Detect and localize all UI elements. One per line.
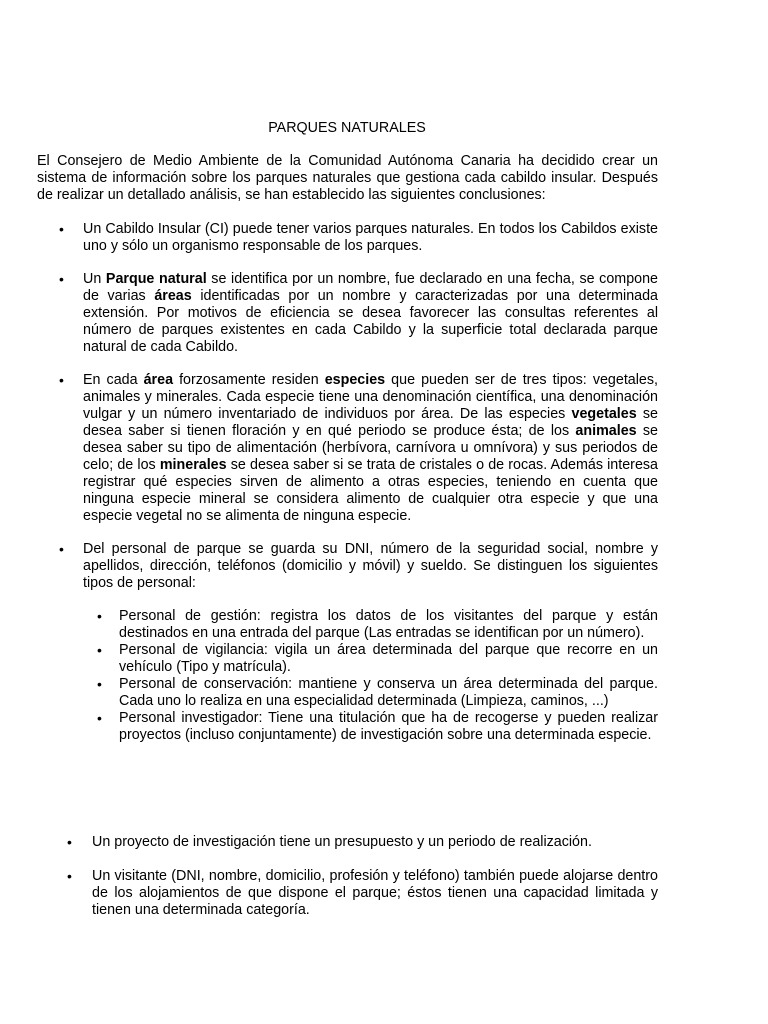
bullet-personal bbox=[37, 541, 658, 744]
subitem-gestion bbox=[83, 608, 658, 642]
keyword-areas: áreas bbox=[154, 288, 192, 304]
text-fragment: se identifica por un nombre, fue declarado en una fecha, se compone de varias bbox=[83, 271, 658, 304]
keyword-area: área bbox=[143, 372, 174, 388]
text-fragment: que pueden ser de tres tipos: vegetales, animales y minerales. Cada especie tiene una denominación científica, una denominación vulgar y un número inventariado de individuos por área. De las especies bbox=[83, 372, 658, 422]
bullet-dot-icon: • bbox=[67, 834, 72, 850]
bullet-text: Un proyecto de investigación tiene un presupuesto y un periodo de realización. bbox=[92, 834, 592, 850]
text-fragment: forzosamente residen bbox=[173, 372, 325, 388]
text-fragment: se desea saber si tienen floración y en qué periodo se produce ésta; de los bbox=[83, 406, 658, 439]
subitem-text: Personal investigador: Tiene una titulación que ha de recogerse y pueden realizar proyectos (incluso conjuntamente) de investigación sobre una determinada especie. bbox=[119, 710, 658, 743]
bullet-dot-icon: • bbox=[67, 868, 72, 884]
bullet-text: Un visitante (DNI, nombre, domicilio, profesión y teléfono) también puede alojarse dentro de los alojamientos de que dispone el parque; éstos tienen una capacidad limitada y tienen una determinada categoría. bbox=[92, 868, 658, 918]
subitem-text: Personal de vigilancia: vigila un área determinada del parque que recorre en un vehículo (Tipo y matrícula). bbox=[119, 642, 658, 675]
bullet-dot-icon: • bbox=[97, 642, 102, 658]
document-title: PARQUES NATURALES bbox=[268, 120, 426, 136]
keyword-animales: animales bbox=[575, 423, 637, 439]
main-bullet-list bbox=[37, 221, 658, 752]
text-fragment: identificadas por un nombre y caracterizadas por una determinada extensión. Por motivos de eficiencia se desea favorecer las consultas referentes al número de parques existentes en cada Cabildo y la superficie total declarada parque natural de cada Cabildo. bbox=[83, 288, 659, 355]
final-bullet-list bbox=[37, 834, 658, 919]
keyword-especies: especies bbox=[324, 372, 386, 388]
bullet-cabildo bbox=[37, 221, 658, 255]
subitem-investigador bbox=[83, 710, 658, 744]
bullet-dot-icon: • bbox=[59, 372, 64, 388]
bullet-proyecto bbox=[37, 834, 658, 851]
bullet-dot-icon: • bbox=[59, 221, 64, 237]
subitem-text: Personal de conservación: mantiene y conserva un área determinada del parque. Cada uno lo realiza en una especialidad determinada (Limpieza, caminos, ...) bbox=[119, 676, 658, 709]
keyword-vegetales: vegetales bbox=[571, 406, 637, 422]
bullet-text: Del personal de parque se guarda su DNI, número de la seguridad social, nombre y apellidos, dirección, teléfonos (domicilio y móvil) y sueldo. Se distinguen los siguientes tipos de personal: bbox=[83, 541, 658, 591]
bullet-dot-icon: • bbox=[97, 710, 102, 726]
bullet-especies bbox=[37, 372, 658, 525]
subitem-text: Personal de gestión: registra los datos de los visitantes del parque y están destinados en una entrada del parque (Las entradas se identifican por un número). bbox=[119, 608, 658, 641]
text-fragment: En cada bbox=[83, 372, 144, 388]
text-fragment: Un bbox=[83, 271, 106, 287]
text-fragment: se desea saber su tipo de alimentación (herbívora, carnívora u omnívora) y sus periodos de celo; de los bbox=[83, 423, 658, 473]
bullet-parque-natural bbox=[37, 271, 658, 356]
text-fragment: se desea saber si se trata de cristales o de rocas. Además interesa registrar qué especies sirven de alimento a otras especies, teniendo en cuenta que ninguna especie mineral se considera alimento de cualquier otra especie y que una especie vegetal no se alimenta de ninguna especie. bbox=[83, 457, 658, 524]
bullet-dot-icon: • bbox=[97, 608, 102, 624]
intro-paragraph: El Consejero de Medio Ambiente de la Comunidad Autónoma Canaria ha decidido crear un sistema de información sobre los parques naturales que gestiona cada cabildo insular. Después de realizar un detallado análisis, se han establecido las siguientes conclusiones: bbox=[37, 153, 658, 203]
keyword-parque-natural: Parque natural bbox=[105, 271, 207, 287]
bullet-dot-icon: • bbox=[59, 271, 64, 287]
bullet-dot-icon: • bbox=[97, 676, 102, 692]
bullet-visitante bbox=[37, 868, 658, 919]
personal-types-list bbox=[83, 608, 658, 744]
subitem-conservacion bbox=[83, 676, 658, 710]
bullet-text: Un Cabildo Insular (CI) puede tener varios parques naturales. En todos los Cabildos existe uno y sólo un organismo responsable de los parques. bbox=[83, 221, 658, 254]
bullet-dot-icon: • bbox=[59, 541, 64, 557]
subitem-vigilancia bbox=[83, 642, 658, 676]
keyword-minerales: minerales bbox=[159, 457, 227, 473]
